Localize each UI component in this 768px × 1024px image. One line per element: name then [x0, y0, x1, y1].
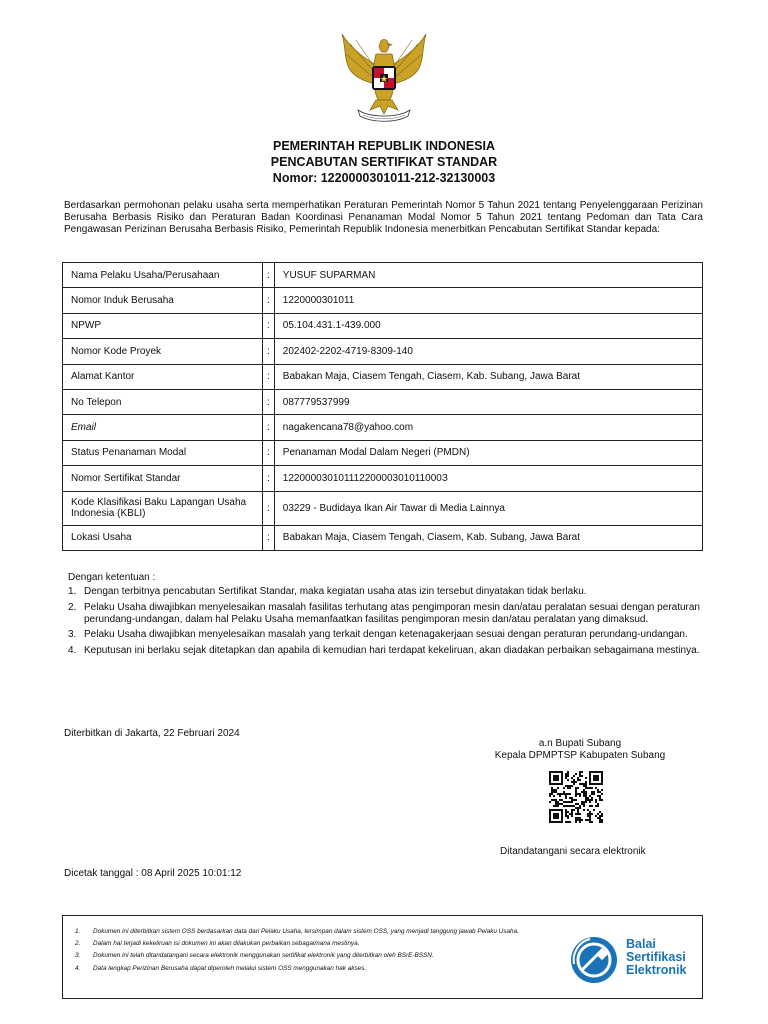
footer-note [73, 965, 563, 973]
list-item [50, 602, 700, 626]
table-row [63, 415, 703, 440]
list-item-text: Pelaku Usaha diwajibkan menyelesaikan masalah fasilitas terhutang atas pengimporan mesin dan/atau peralatan sesuai dengan peraturan perundang-undangan, dalam hal Pelaku Usaha memanfaatkan fasilitas pengimporan mesin dan/atau peralatan yang dimaksud. [84, 601, 700, 625]
row-label: Nomor Kode Proyek [63, 339, 263, 364]
issued-place-date: Diterbitkan di Jakarta, 22 Februari 2024 [64, 728, 240, 739]
table-row [63, 440, 703, 465]
electronic-signature-note: Ditandatangani secara elektronik [500, 846, 646, 857]
signature-on-behalf: a.n Bupati Subang [538, 738, 622, 749]
row-separator: : [263, 263, 275, 288]
bsre-logo-line3: Elektronik [626, 963, 687, 977]
row-separator: : [263, 440, 275, 465]
list-item-number: 1. [68, 586, 77, 597]
row-separator: : [263, 389, 275, 414]
row-label: Status Penanaman Modal [63, 440, 263, 465]
list-item [50, 586, 700, 598]
footer-notes-box [62, 915, 703, 999]
row-label: Nama Pelaku Usaha/Perusahaan [63, 263, 263, 288]
footer-note [73, 952, 563, 960]
row-separator: : [263, 525, 275, 550]
table-row [63, 364, 703, 389]
footer-note-text: Dokumen ini telah ditandatangani secara elektronik menggunakan sertifikat elektronik yang diterbitkan oleh BSrE-BSSN. [93, 952, 434, 960]
row-label: Lokasi Usaha [63, 525, 263, 550]
signature-block [470, 738, 690, 762]
row-value: nagakencana78@yahoo.com [274, 415, 702, 440]
list-item [50, 645, 700, 657]
footer-note [73, 928, 563, 936]
list-item-text: Dengan terbitnya pencabutan Sertifikat Standar, maka kegiatan usaha atas izin tersebut dinyatakan tidak berlaku. [84, 586, 587, 597]
row-label: NPWP [63, 313, 263, 338]
row-separator: : [263, 313, 275, 338]
row-value: Babakan Maja, Ciasem Tengah, Ciasem, Kab. Subang, Jawa Barat [274, 364, 702, 389]
row-separator: : [263, 339, 275, 364]
header-number: Nomor: 1220000301011-212-32130003 [272, 171, 496, 185]
intro-paragraph: Berdasarkan permohonan pelaku usaha serta memperhatikan Peraturan Pemerintah Nomor 5 Tahun 2021 tentang Penyelenggaraan Perizinan Berusaha Berbasis Risiko dan Peraturan Badan Koordinasi Penanaman Modal Nomor 5 Tahun 2021 tentang Pedoman dan Tata Cara Pengawasan Perizinan Berusaha Berbasis Risiko, Pemerintah Republik Indonesia menerbitkan Pencabutan Sertifikat Standar kepada: [64, 200, 703, 235]
bsre-logo-icon [568, 934, 624, 986]
footer-note-number: 1. [75, 928, 81, 935]
row-value: Babakan Maja, Ciasem Tengah, Ciasem, Kab. Subang, Jawa Barat [274, 525, 702, 550]
row-value: 1220000301011 [274, 288, 702, 313]
row-value: 087779537999 [274, 389, 702, 414]
row-label: Email [63, 415, 263, 440]
list-item [50, 629, 700, 641]
garuda-emblem-icon [336, 30, 432, 124]
header-title: PENCABUTAN SERTIFIKAT STANDAR [270, 155, 498, 169]
bsre-logo-line1: Balai [626, 937, 656, 951]
row-label: Nomor Induk Berusaha [63, 288, 263, 313]
bsre-logo-line2: Sertifikasi [626, 950, 686, 964]
row-separator: : [263, 466, 275, 491]
footer-note-number: 2. [75, 940, 81, 948]
document-header [0, 138, 768, 186]
table-row [63, 313, 703, 338]
table-row [63, 263, 703, 288]
row-value: 05.104.431.1-439.000 [274, 313, 702, 338]
footer-notes-list [73, 928, 563, 977]
list-item-number: 4. [68, 645, 77, 657]
list-item-text: Keputusan ini berlaku sejak ditetapkan dan apabila di kemudian hari terdapat kekeliruan, akan diadakan perbaikan sebagaimana mestinya. [84, 645, 700, 657]
qr-code-icon [549, 771, 603, 823]
print-date: Dicetak tanggal : 08 April 2025 10:01:12 [64, 868, 242, 879]
bsre-logo [568, 934, 698, 986]
table-row [63, 491, 703, 525]
list-item-number: 3. [68, 629, 77, 641]
row-label: Kode Klasifikasi Baku Lapangan Usaha Indonesia (KBLI) [63, 491, 263, 525]
row-value: YUSUF SUPARMAN [274, 263, 702, 288]
table-row [63, 466, 703, 491]
table-row [63, 525, 703, 550]
row-separator: : [263, 491, 275, 525]
row-value: 12200003010111220000301011000З [274, 466, 702, 491]
footer-note [73, 940, 563, 948]
conditions-title: Dengan ketentuan : [68, 572, 156, 583]
row-separator: : [263, 364, 275, 389]
header-government: PEMERINTAH REPUBLIK INDONESIA [272, 139, 495, 153]
footer-note-number: 4. [75, 964, 81, 972]
list-item-text: Pelaku Usaha diwajibkan menyelesaikan masalah yang terkait dengan ketenagakerjaan sesuai dengan peraturan perundang-undangan. [84, 629, 688, 641]
row-value: 03229 - Budidaya Ikan Air Tawar di Media Lainnya [274, 491, 702, 525]
row-value: Penanaman Modal Dalam Negeri (PMDN) [274, 440, 702, 465]
row-value: 202402-2202-4719-8309-140 [274, 339, 702, 364]
footer-note-text: Data lengkap Perizinan Berusaha dapat diperoleh melalui sistem OSS menggunakan hak akses. [93, 964, 367, 972]
footer-note-text: Dalam hal terjadi kekeliruan isi dokumen ini akan dilakukan perbaikan sebagaimana mestinya. [93, 940, 360, 948]
row-label: Alamat Kantor [63, 364, 263, 389]
footer-note-number: 3. [75, 952, 81, 960]
footer-note-text: Dokumen ini diterbitkan sistem OSS berdasarkan data dari Pelaku Usaha, tersimpan dalam sistem OSS, yang menjadi tanggung jawab Pelaku Usaha. [93, 928, 519, 935]
row-label: Nomor Sertifikat Standar [63, 466, 263, 491]
conditions-list [50, 586, 700, 661]
table-row [63, 288, 703, 313]
row-label: No Telepon [63, 389, 263, 414]
table-row [63, 389, 703, 414]
signature-position: Kepala DPMPTSP Kabupaten Subang [494, 750, 666, 761]
row-separator: : [263, 415, 275, 440]
business-data-table [62, 262, 703, 551]
list-item-number: 2. [68, 601, 77, 613]
table-row [63, 339, 703, 364]
row-separator: : [263, 288, 275, 313]
